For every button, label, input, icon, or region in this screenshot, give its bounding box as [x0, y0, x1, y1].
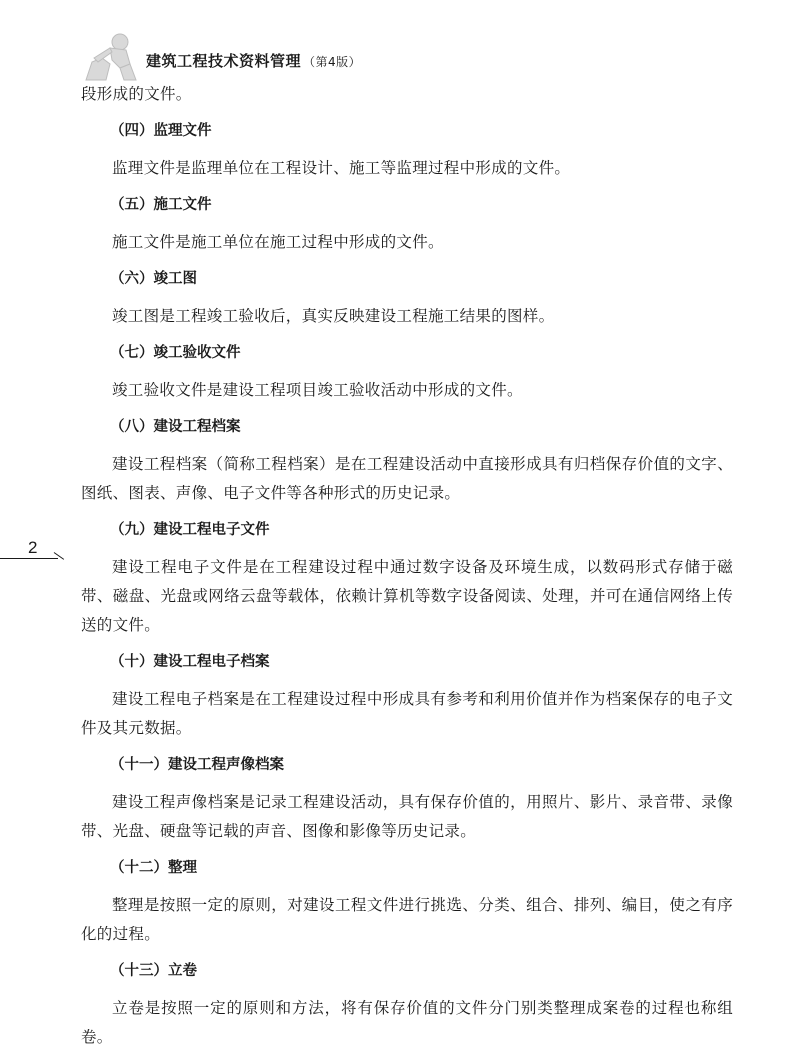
section-heading: （十三）立卷	[110, 963, 197, 979]
section-body: 竣工图是工程竣工验收后，真实反映建设工程施工结果的图样。	[112, 307, 555, 325]
section-heading: （五）施工文件	[110, 197, 212, 213]
edition-label: （第4版）	[303, 55, 362, 69]
section-heading: （八）建设工程档案	[110, 419, 241, 435]
section-heading: （九）建设工程电子文件	[110, 522, 270, 538]
sections-list	[81, 117, 733, 1052]
section-body: 施工文件是施工单位在施工过程中形成的文件。	[112, 233, 444, 251]
section-heading: （四）监理文件	[110, 123, 212, 139]
section-body: 建设工程声像档案是记录工程建设活动，具有保存价值的，用照片、影片、录音带、录像带、光盘、硬盘等记载的声音、图像和影像等历史记录。	[81, 793, 733, 840]
section-body: 整理是按照一定的原则，对建设工程文件进行挑选、分类、组合、排列、编目，使之有序化的过程。	[81, 896, 733, 943]
section-heading: （十二）整理	[110, 860, 197, 876]
intro-paragraph: 段形成的文件。	[81, 85, 192, 103]
book-title-header	[146, 50, 361, 71]
section-heading: （七）竣工验收文件	[110, 345, 241, 361]
book-title: 建筑工程技术资料管理	[146, 52, 302, 70]
section-body: 监理文件是监理单位在工程设计、施工等监理过程中形成的文件。	[112, 159, 571, 177]
construction-worker-logo	[80, 28, 140, 82]
page-number: 2	[28, 538, 38, 557]
section-body: 建设工程电子档案是在工程建设过程中形成具有参考和利用价值并作为档案保存的电子文件及其元数据。	[81, 690, 733, 737]
page-number-rule	[0, 558, 58, 559]
section-heading: （六）竣工图	[110, 271, 197, 287]
section-heading: （十一）建设工程声像档案	[110, 757, 284, 773]
section-body: 竣工验收文件是建设工程项目竣工验收活动中形成的文件。	[112, 381, 523, 399]
section-heading: （十）建设工程电子档案	[110, 654, 270, 670]
section-body: 立卷是按照一定的原则和方法，将有保存价值的文件分门别类整理成案卷的过程也称组卷。	[81, 999, 733, 1046]
page-content	[81, 80, 733, 1052]
section-body: 建设工程档案（简称工程档案）是在工程建设活动中直接形成具有归档保存价值的文字、图纸、图表、声像、电子文件等各种形式的历史记录。	[81, 455, 733, 502]
section-body: 建设工程电子文件是在工程建设过程中通过数字设备及环境生成，以数码形式存储于磁带、磁盘、光盘或网络云盘等载体，依赖计算机等数字设备阅读、处理，并可在通信网络上传送的文件。	[81, 558, 733, 634]
